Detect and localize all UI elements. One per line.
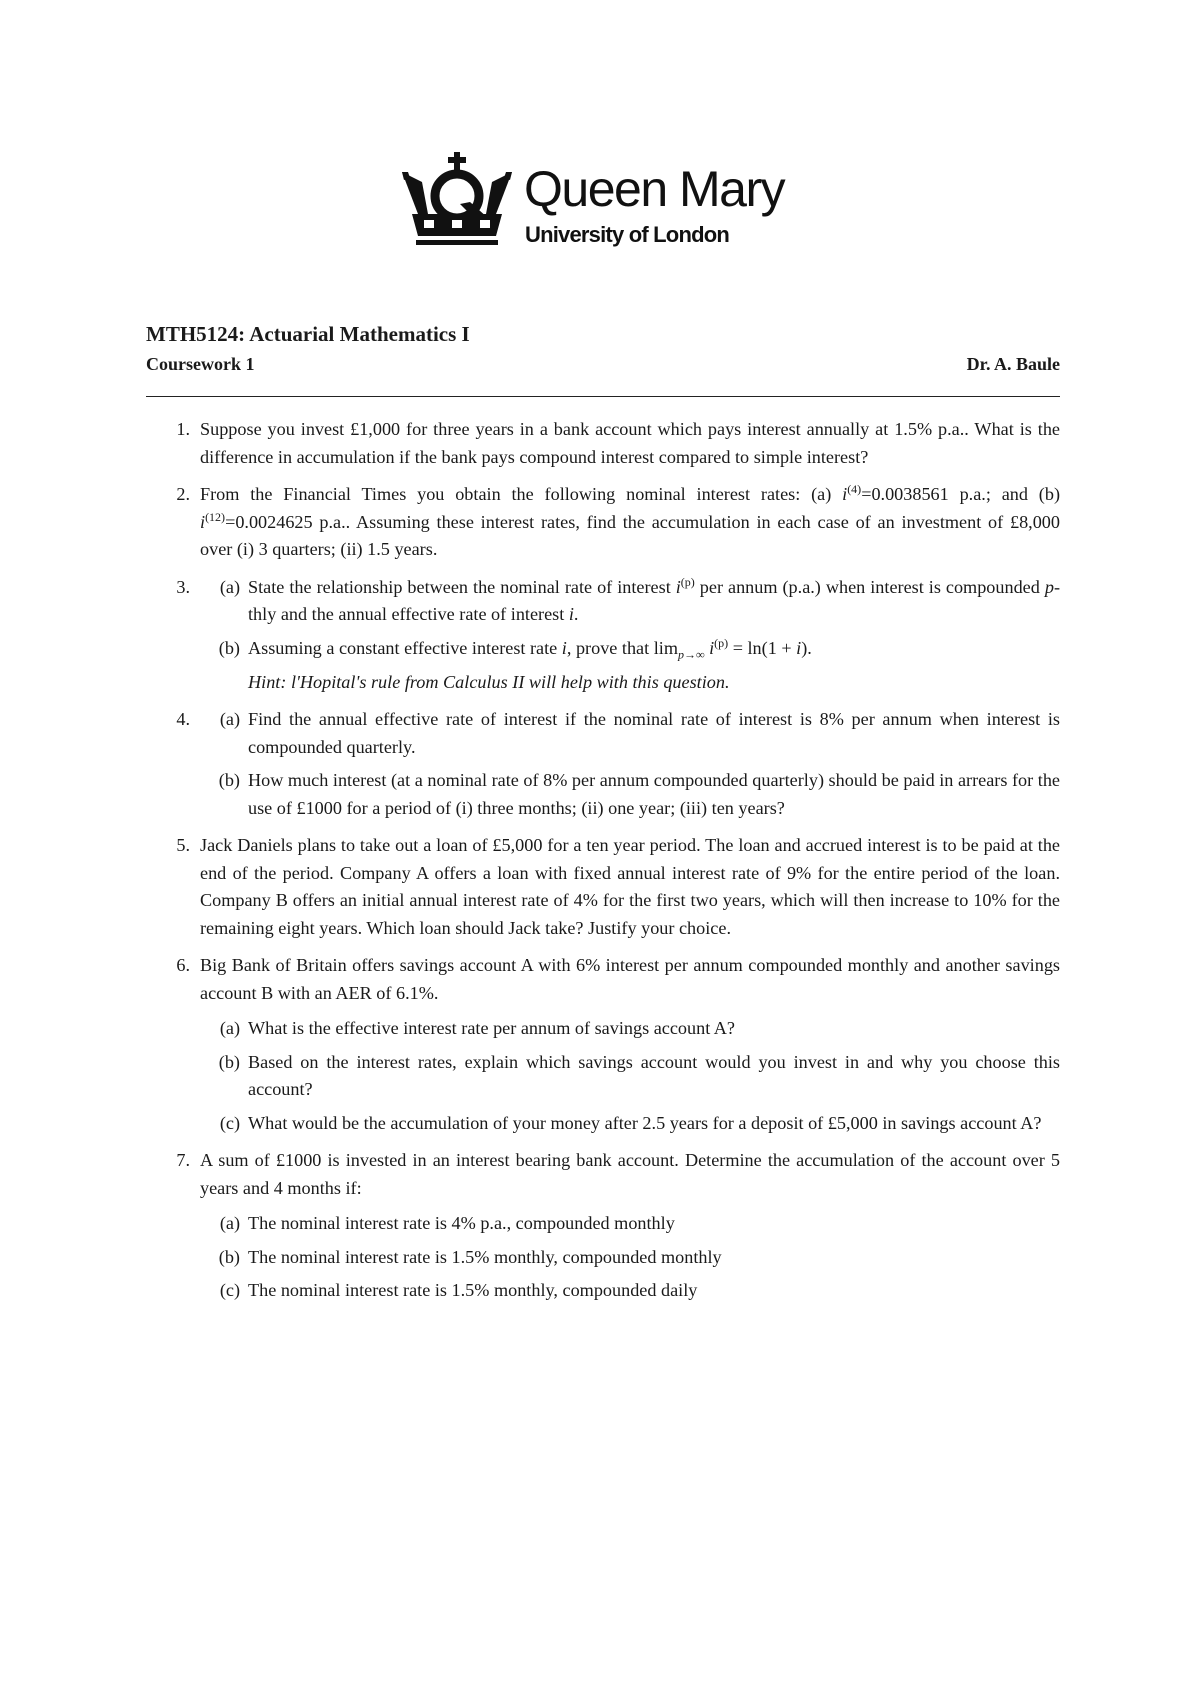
sub-text: The nominal interest rate is 1.5% monthly, compounded daily [248, 1280, 698, 1301]
coursework-label: Coursework 1 [146, 354, 255, 374]
math-i: i [842, 484, 848, 504]
question-1 [146, 416, 1060, 471]
sub-question-b [200, 1244, 1060, 1272]
text-part: ). [801, 637, 812, 658]
question-number: 6. [176, 955, 190, 976]
sub-label: (b) [218, 1246, 240, 1267]
sub-text: The nominal interest rate is 1.5% monthly, compounded monthly [248, 1246, 722, 1267]
question-number: 2. [176, 484, 190, 504]
question-7 [146, 1147, 1060, 1305]
question-number: 1. [176, 419, 190, 439]
sub-label: (c) [219, 1280, 240, 1301]
sub-text: What is the effective interest rate per annum of savings account A? [248, 1018, 736, 1039]
sub-label: (c) [219, 1112, 240, 1133]
question-text [200, 481, 1060, 564]
text-part: State the relationship between the nominal rate of interest [248, 576, 676, 597]
crown-emblem-icon [400, 152, 518, 252]
question-4 [146, 706, 1060, 822]
sub-question-a [200, 706, 1060, 761]
superscript: (4) [847, 481, 862, 496]
question-text: Suppose you invest £1,000 for three years in a bank account which pays interest annually at 1.5% p.a.. What is the difference in accumulation if the bank pays compound interest compared to simple interest? [200, 419, 1060, 467]
hint-text: Hint: l'Hopital's rule from Calculus II will help with this question. [248, 671, 730, 692]
author-name: Dr. A. Baule [966, 354, 1060, 374]
question-2 [146, 481, 1060, 564]
question-6 [146, 952, 1060, 1137]
question-list [146, 416, 1060, 1315]
question-text: Big Bank of Britain offers savings account A with 6% interest per annum compounded monthly and another savings account B with an AER of 6.1%. [200, 955, 1060, 1003]
text-part: =0.0038561 p.a.; and (b) [861, 484, 1060, 504]
question-3 [146, 574, 1060, 697]
question-number: 7. [176, 1150, 190, 1171]
sub-text: Find the annual effective rate of interest if the nominal rate of interest is 8% per annum when interest is compounded quarterly. [248, 709, 1060, 757]
sub-question-b [200, 635, 1060, 697]
sub-label: (b) [218, 637, 240, 658]
superscript: (12) [205, 509, 226, 524]
text-part: -thly and the annual effective rate of interest [248, 576, 1060, 624]
sub-question-b [200, 767, 1060, 822]
logo-subtitle: University of London [525, 222, 730, 247]
math-i: i [561, 637, 567, 658]
sub-question-a [200, 1210, 1060, 1238]
math-i: i [796, 637, 802, 658]
sub-text: How much interest (at a nominal rate of 8% per annum compounded quarterly) should be paid in arrears for the use of £1000 for a period of (i) three months; (ii) one year; (iii) ten years? [248, 770, 1060, 818]
course-title: MTH5124: Actuarial Mathematics I [146, 322, 470, 346]
question-text: A sum of £1000 is invested in an interest bearing bank account. Determine the accumulation of the account over 5 years and 4 months if: [200, 1150, 1060, 1198]
sub-question-c [200, 1110, 1060, 1138]
superscript: (p) [680, 574, 695, 589]
question-5 [146, 832, 1060, 942]
text-part: , prove that lim [566, 637, 678, 658]
university-logo [400, 152, 820, 262]
sub-label: (b) [218, 770, 240, 791]
math-i: i [675, 576, 681, 597]
sub-label: (a) [219, 576, 240, 597]
sub-question-a [200, 1015, 1060, 1043]
math-i: i [704, 637, 715, 658]
sub-label: (a) [219, 709, 240, 730]
sub-label: (a) [219, 1018, 240, 1039]
superscript: (p) [714, 635, 729, 650]
text-part: = ln(1 + [728, 637, 797, 658]
text-part: per annum (p.a.) when interest is compounded [694, 576, 1045, 597]
sub-question-b [200, 1049, 1060, 1104]
question-number: 4. [176, 709, 190, 730]
math-p: p [1044, 576, 1054, 597]
sub-label: (b) [218, 1051, 240, 1072]
math-i: i [200, 511, 206, 532]
sub-text: What would be the accumulation of your money after 2.5 years for a deposit of £5,000 in savings account A? [248, 1112, 1042, 1133]
text-part: From the Financial Times you obtain the following nominal interest rates: (a) [200, 484, 843, 504]
question-number: 3. [176, 576, 190, 597]
sub-question-c [200, 1277, 1060, 1305]
subscript: p→∞ [677, 647, 705, 662]
sub-label: (a) [219, 1213, 240, 1234]
question-text: Jack Daniels plans to take out a loan of £5,000 for a ten year period. The loan and accrued interest is to be paid at the end of the period. Company A offers a loan with fixed annual interest rate of 9% for the entire period of the loan. Company B offers an initial annual interest rate of 4% for the first two years, which will then increase to 10% for the remaining eight years. Which loan should Jack take? Justify your choice. [200, 835, 1060, 938]
sub-question-a [200, 574, 1060, 629]
header-divider [146, 396, 1060, 397]
text-part: . [573, 604, 579, 624]
math-i: i [568, 604, 574, 624]
sub-text: The nominal interest rate is 4% p.a., compounded monthly [248, 1213, 675, 1234]
text-part: Assuming a constant effective interest rate [248, 637, 562, 658]
logo-title: Queen Mary [524, 161, 785, 217]
question-number: 5. [176, 835, 190, 856]
sub-text: Based on the interest rates, explain which savings account would you invest in and why you choose this account? [248, 1051, 1060, 1100]
text-part: =0.0024625 p.a.. Assuming these interest rates, find the accumulation in each case of an investment of £8,000 over (i) 3 quarters; (ii) 1.5 years. [200, 511, 1060, 559]
